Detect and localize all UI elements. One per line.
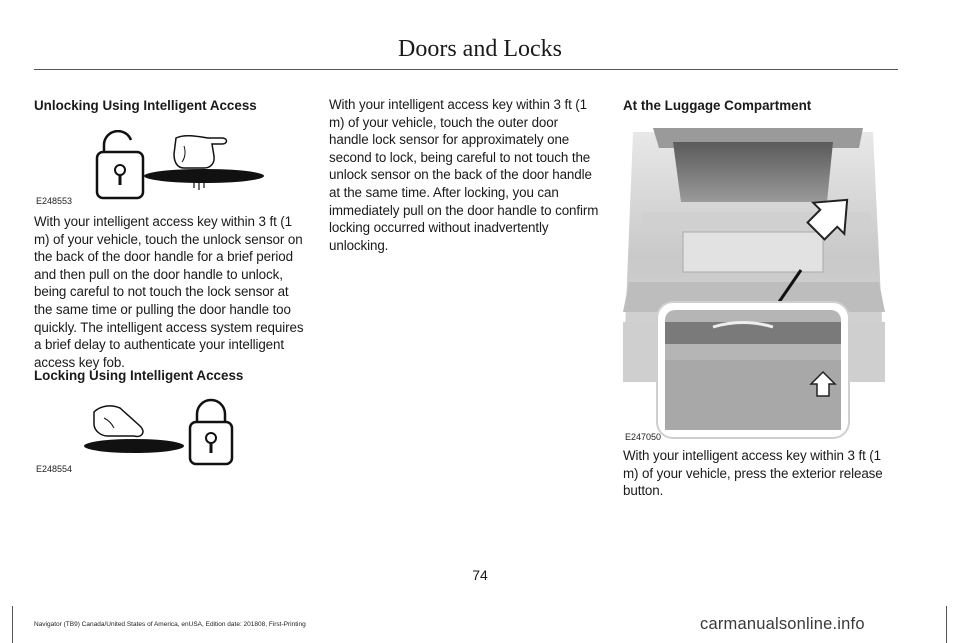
luggage-figure-code: E247050: [625, 432, 662, 442]
page-title: Doors and Locks: [398, 36, 562, 62]
unlock-figure-code: E248553: [36, 196, 73, 206]
lock-heading: Locking Using Intelligent Access: [34, 368, 244, 383]
release-button-inset: [657, 302, 849, 438]
unlock-paragraph: With your intelligent access key within 3 ft (1 m) of your vehicle, touch the unlock sensor on the back of the door handle for a brief period and then pull on the door handle to unlock, being careful to not touch the lock sensor at the same time or pulling the door handle too quickly. The intelligent access system requires a brief delay to authenticate your intelligent access key fob.: [34, 214, 304, 370]
door-handle-hand-icon: [84, 406, 184, 453]
unlock-heading: Unlocking Using Intelligent Access: [34, 98, 257, 113]
corner-mark-right: [946, 606, 947, 643]
corner-mark-left: [12, 606, 13, 643]
header-rule: [34, 69, 898, 70]
page-number: 74: [472, 567, 488, 583]
footer-edition: Navigator (TB9) Canada/United States of America, enUSA, Edition date: 201808, First-Printing: [34, 621, 306, 628]
door-handle-hand-icon: [144, 136, 264, 190]
watermark: carmanualsonline.info: [700, 615, 865, 633]
lock-figure-code: E248554: [36, 464, 73, 474]
locked-padlock-icon: [190, 400, 232, 464]
lock-paragraph: With your intelligent access key within 3 ft (1 m) of your vehicle, touch the outer door handle lock sensor for approximately one second to lock, being careful to not touch the unlock sensor on the back of the door handle at the same time. After locking, you can immediately pull on the door handle to confirm locking occurred without inadvertently unlocking.: [329, 97, 599, 253]
luggage-heading: At the Luggage Compartment: [623, 98, 812, 113]
lock-illustration: [34, 398, 304, 478]
luggage-paragraph: With your intelligent access key within 3 ft (1 m) of your vehicle, press the exterior release button.: [623, 448, 883, 499]
unlock-illustration: [34, 130, 304, 210]
luggage-compartment-illustration: [623, 122, 885, 444]
unlocked-padlock-icon: [97, 131, 143, 198]
